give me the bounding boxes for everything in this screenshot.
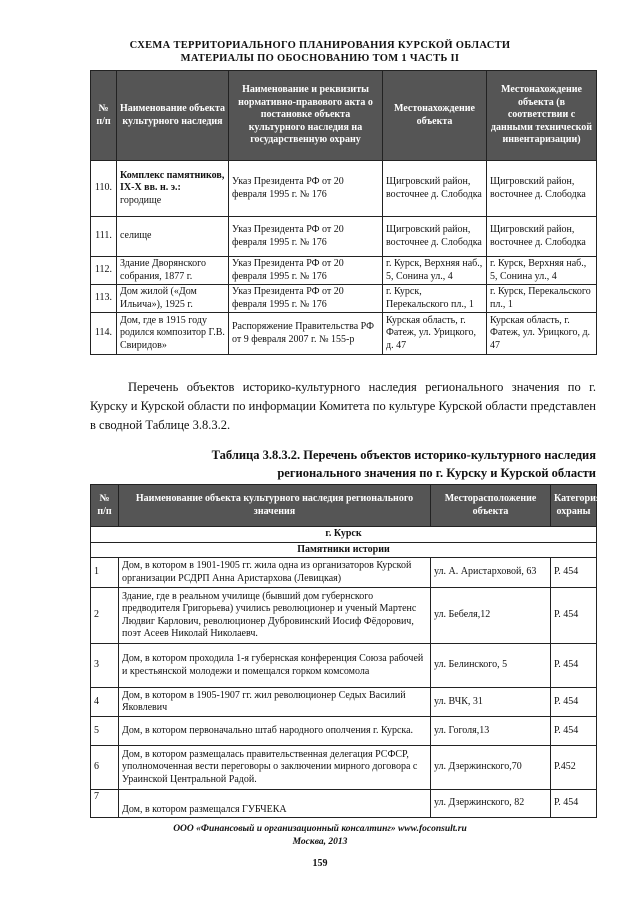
row-num: 110. bbox=[91, 161, 117, 217]
t1-col-name: Наименование объекта культурного наследия bbox=[117, 71, 229, 161]
caption-line-2: регионального значения по г. Курску и Курской области bbox=[277, 466, 596, 480]
footer-company: ООО «Финансовый и организационный консалтинг» www.foconsult.ru bbox=[173, 824, 467, 834]
row-location: г. Курск, Верхняя наб., 5, Сонина ул., 4 bbox=[383, 257, 487, 285]
t2-col-num: № п/п bbox=[91, 485, 119, 527]
page-number: 159 bbox=[312, 858, 328, 869]
t1-col-location: Местонахождение объекта bbox=[383, 71, 487, 161]
footer-city-year: Москва, 2013 bbox=[292, 837, 348, 847]
row-name-main: Комплекс памятников, IX-X вв. н. э.: bbox=[120, 169, 225, 194]
row-location: ул. А. Аристарховой, 63 bbox=[431, 558, 551, 588]
table-row bbox=[91, 558, 597, 588]
doc-header-subtitle: МАТЕРИАЛЫ ПО ОБОСНОВАНИЮ ТОМ 1 ЧАСТЬ II bbox=[180, 53, 460, 64]
row-location: ул. Дзержинского, 82 bbox=[431, 790, 551, 818]
row-name-extra: городище bbox=[120, 194, 162, 206]
row-location-tech: г. Курск, Верхняя наб., 5, Сонина ул., 4 bbox=[487, 257, 597, 285]
heritage-table-continued bbox=[90, 70, 597, 355]
row-category: Р. 454 bbox=[551, 688, 597, 717]
row-num: 5 bbox=[91, 717, 119, 746]
section-type-label: Памятники истории bbox=[91, 542, 597, 558]
t2-col-name: Наименование объекта культурного наследия регионального значения bbox=[119, 485, 431, 527]
row-name: селище bbox=[117, 217, 229, 257]
table-row bbox=[91, 257, 597, 285]
row-num: 1 bbox=[91, 558, 119, 588]
table-caption bbox=[180, 446, 596, 482]
row-location: ул. Гоголя,13 bbox=[431, 717, 551, 746]
table-row bbox=[91, 285, 597, 313]
row-name: Дом, в котором проходила 1-я губернская конференция Союза рабочей и крестьянской молодежи и помещался горком комсомола bbox=[119, 644, 431, 688]
row-num: 112. bbox=[91, 257, 117, 285]
row-act: Указ Президента РФ от 20 февраля 1995 г. № 176 bbox=[229, 257, 383, 285]
row-act: Указ Президента РФ от 20 февраля 1995 г. № 176 bbox=[229, 217, 383, 257]
row-name: Дом, в котором размещался ГУБЧЕКА bbox=[119, 790, 431, 818]
row-location-tech: Щигровский район, восточнее д. Слободка bbox=[487, 217, 597, 257]
row-num: 113. bbox=[91, 285, 117, 313]
row-location: ул. Белинского, 5 bbox=[431, 644, 551, 688]
row-location: Курская область, г. Фатеж, ул. Урицкого, д. 47 bbox=[383, 313, 487, 355]
row-location-tech: Курская область, г. Фатеж, ул. Урицкого, д. 47 bbox=[487, 313, 597, 355]
row-name: Дом, в котором размещалась правительственная делегация РСФСР, уполномоченная вести переговоры о заключении мирного договора с Ураинской Центральной Радой. bbox=[119, 746, 431, 790]
section-row-type bbox=[91, 542, 597, 558]
table-row bbox=[91, 688, 597, 717]
row-category: Р. 454 bbox=[551, 558, 597, 588]
row-num: 114. bbox=[91, 313, 117, 355]
row-location: ул. Дзержинского,70 bbox=[431, 746, 551, 790]
table-row bbox=[91, 746, 597, 790]
row-category: Р. 454 bbox=[551, 717, 597, 746]
row-category: Р. 454 bbox=[551, 588, 597, 644]
row-location: ул. Бебеля,12 bbox=[431, 588, 551, 644]
t2-col-category: Категория охраны bbox=[551, 485, 597, 527]
row-num: 6 bbox=[91, 746, 119, 790]
t2-col-location: Месторасположение объекта bbox=[431, 485, 551, 527]
row-location-tech: Щигровский район, восточнее д. Слободка bbox=[487, 161, 597, 217]
row-num: 3 bbox=[91, 644, 119, 688]
row-location: Щигровский район, восточнее д. Слободка bbox=[383, 161, 487, 217]
table-row bbox=[91, 217, 597, 257]
t1-col-act: Наименование и реквизиты нормативно-правового акта о постановке объекта культурного наследия на государственную охрану bbox=[229, 71, 383, 161]
row-num: 7 bbox=[91, 790, 119, 818]
row-name: Дом, в котором в 1901-1905 гг. жила одна из организаторов Курской организации РСДРП Анна Аристархова (Левицкая) bbox=[119, 558, 431, 588]
row-location-tech: г. Курск, Перекальского пл., 1 bbox=[487, 285, 597, 313]
row-name bbox=[117, 161, 229, 217]
table-row bbox=[91, 313, 597, 355]
row-category: Р. 454 bbox=[551, 644, 597, 688]
table-row bbox=[91, 644, 597, 688]
intro-paragraph bbox=[90, 378, 596, 435]
row-category: Р.452 bbox=[551, 746, 597, 790]
row-num: 4 bbox=[91, 688, 119, 717]
row-location: ул. ВЧК, 31 bbox=[431, 688, 551, 717]
section-row-city bbox=[91, 527, 597, 543]
row-name: Здание Дворянского собрания, 1877 г. bbox=[117, 257, 229, 285]
row-location: Щигровский район, восточнее д. Слободка bbox=[383, 217, 487, 257]
table-row bbox=[91, 161, 597, 217]
row-act: Указ Президента РФ от 20 февраля 1995 г. № 176 bbox=[229, 161, 383, 217]
row-num: 111. bbox=[91, 217, 117, 257]
paragraph-text: Перечень объектов историко-культурного наследия регионального значения по г. Курску и Курской области по информации Комитета по культуре Курской области представлен в сводной Таблице 3.8.3.2. bbox=[90, 380, 596, 432]
section-city-label: г. Курск bbox=[91, 527, 597, 543]
row-name: Дом, в котором первоначально штаб народного ополчения г. Курска. bbox=[119, 717, 431, 746]
table-row bbox=[91, 790, 597, 818]
table-row bbox=[91, 588, 597, 644]
regional-heritage-table bbox=[90, 484, 602, 818]
row-act: Распоряжение Правительства РФ от 9 февраля 2007 г. № 155-р bbox=[229, 313, 383, 355]
row-category: Р. 454 bbox=[551, 790, 597, 818]
t1-col-num: № п/п bbox=[91, 71, 117, 161]
row-name: Дом жилой («Дом Ильича»), 1925 г. bbox=[117, 285, 229, 313]
row-name: Дом, где в 1915 году родился композитор Г.В. Свиридов» bbox=[117, 313, 229, 355]
doc-header-title: СХЕМА ТЕРРИТОРИАЛЬНОГО ПЛАНИРОВАНИЯ КУРСКОЙ ОБЛАСТИ bbox=[129, 40, 511, 51]
row-location: г. Курск, Перекальского пл., 1 bbox=[383, 285, 487, 313]
table-row bbox=[91, 717, 597, 746]
row-name: Дом, в котором в 1905-1907 гг. жил революционер Седых Василий Яковлевич bbox=[119, 688, 431, 717]
row-act: Указ Президента РФ от 20 февраля 1995 г. № 176 bbox=[229, 285, 383, 313]
t1-col-location-tech: Местонахождение объекта (в соответствии с данными технической инвентаризации) bbox=[487, 71, 597, 161]
row-num: 2 bbox=[91, 588, 119, 644]
caption-line-1: Таблица 3.8.3.2. Перечень объектов историко-культурного наследия bbox=[211, 448, 596, 462]
row-name: Здание, где в реальном училище (бывший дом губернского предводителя Григорьева) учились революционер и ученый Мартенс Людвиг Карлович, революционер Дубровинский Иосиф Фёдорович, поэт Асеев Николай Николаевч. bbox=[119, 588, 431, 644]
